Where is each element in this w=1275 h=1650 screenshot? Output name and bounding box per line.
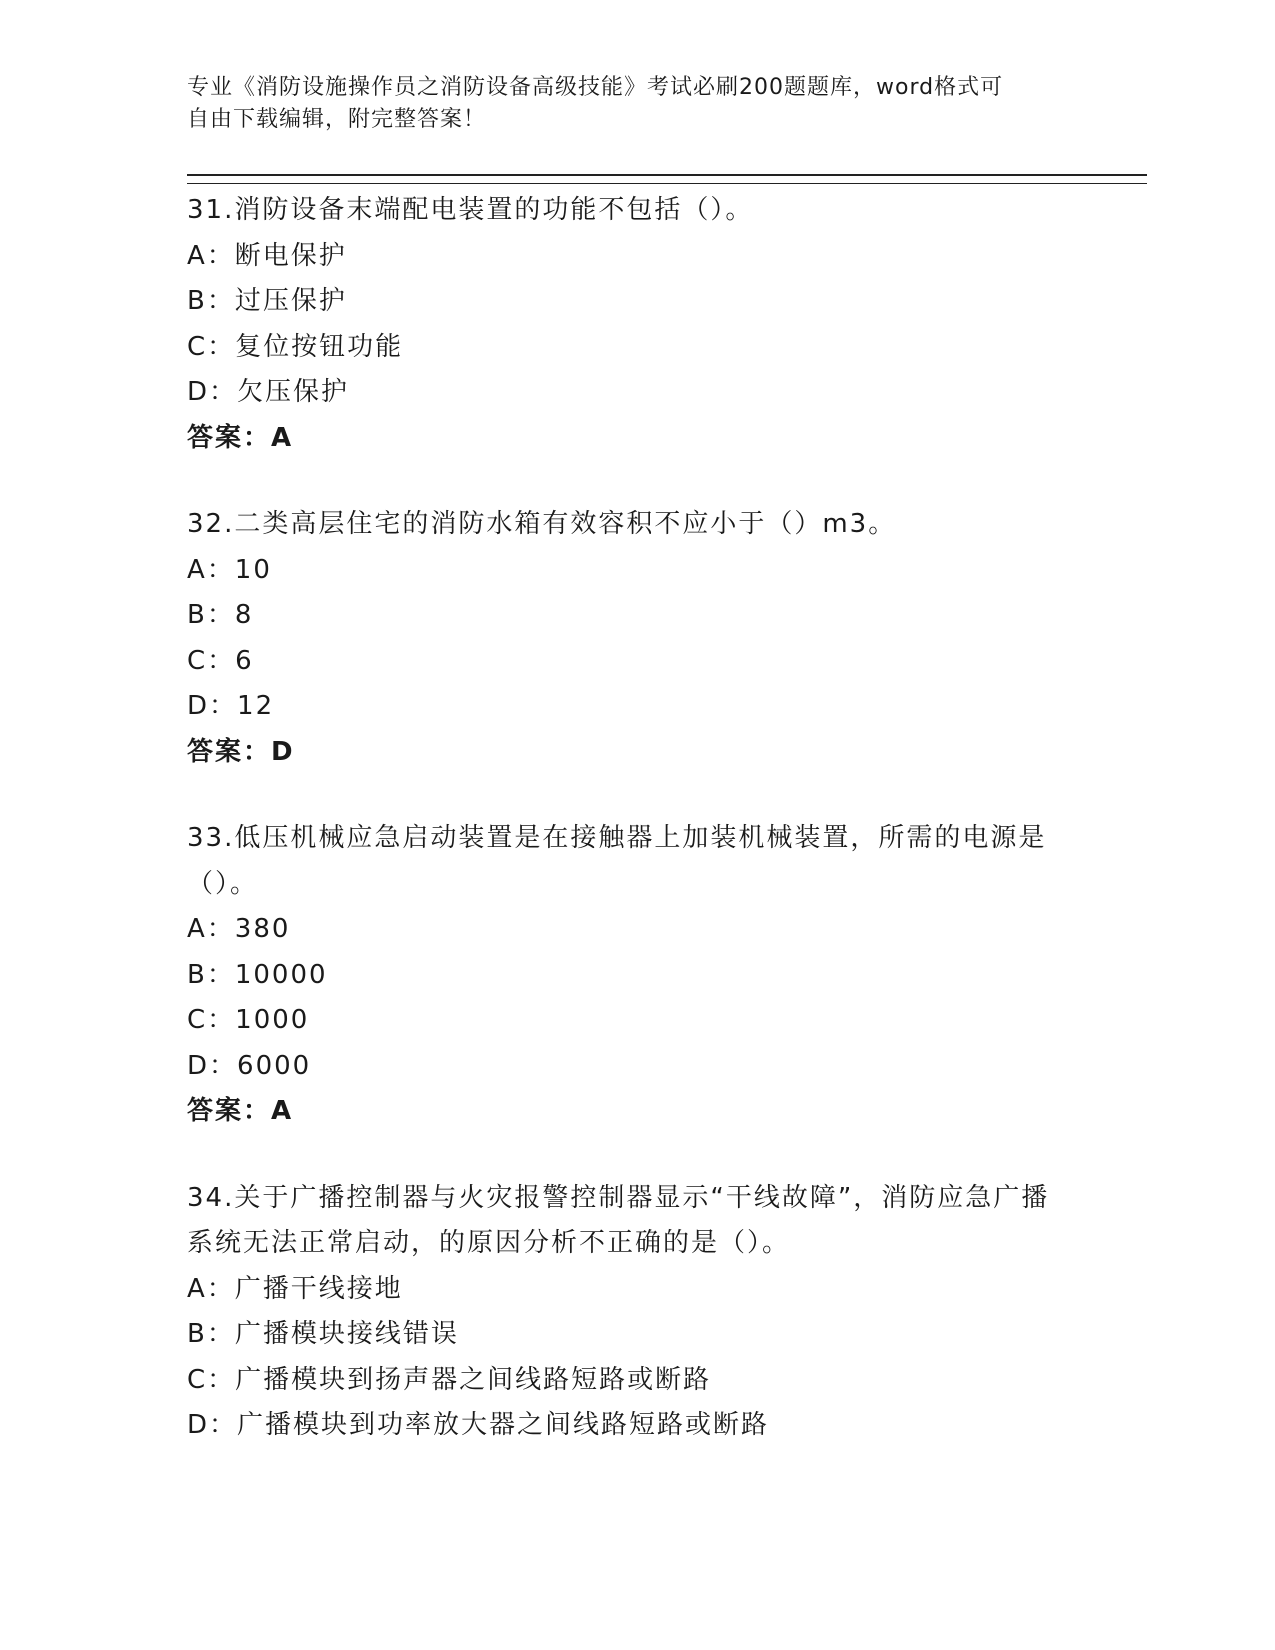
document-page: [187, 72, 1147, 1449]
option-d: D：广播模块到功率放大器之间线路短路或断路: [187, 1410, 770, 1440]
option-c: C：广播模块到扬声器之间线路短路或断路: [187, 1364, 712, 1395]
question-34: [187, 1176, 1147, 1449]
question-stem: 34.关于广播控制器与火灾报警控制器显示“干线故障”，消防应急广播系统无法正常启动，的原因分析不正确的是（）。: [187, 1182, 1050, 1258]
answer-line: 答案：A: [187, 1096, 294, 1126]
option-b: B：10000: [187, 959, 328, 990]
option-a: A：10: [187, 554, 272, 585]
option-d: D：欠压保护: [187, 377, 350, 407]
option-a: A：广播干线接地: [187, 1273, 403, 1304]
option-b: B：过压保护: [187, 286, 347, 316]
question-33: [187, 816, 1147, 1135]
option-c: C：6: [187, 645, 254, 676]
answer-line: 答案：D: [187, 736, 295, 767]
header-line-1: 专业《消防设施操作员之消防设备高级技能》考试必刷200题题库，word格式可: [187, 75, 1004, 100]
question-32: [187, 502, 1147, 775]
question-31: [187, 188, 1147, 461]
answer-line: 答案：A: [187, 422, 294, 453]
header-line-2: 自由下载编辑，附完整答案！: [187, 107, 487, 132]
option-d: D：6000: [187, 1050, 312, 1081]
option-a: A：380: [187, 914, 291, 944]
option-a: A：断电保护: [187, 240, 347, 271]
question-stem: 33.低压机械应急启动装置是在接触器上加装机械装置，所需的电源是（）。: [187, 823, 1047, 899]
option-b: B：广播模块接线错误: [187, 1319, 459, 1349]
option-c: C：1000: [187, 1005, 310, 1035]
option-d: D：12: [187, 691, 275, 721]
document-header: [187, 72, 1067, 136]
option-b: B：8: [187, 600, 254, 630]
question-stem: 31.消防设备末端配电装置的功能不包括（）。: [187, 195, 754, 225]
question-stem: 32.二类高层住宅的消防水箱有效容积不应小于（）m3。: [187, 509, 897, 539]
header-divider: [187, 174, 1147, 184]
option-c: C：复位按钮功能: [187, 331, 404, 362]
